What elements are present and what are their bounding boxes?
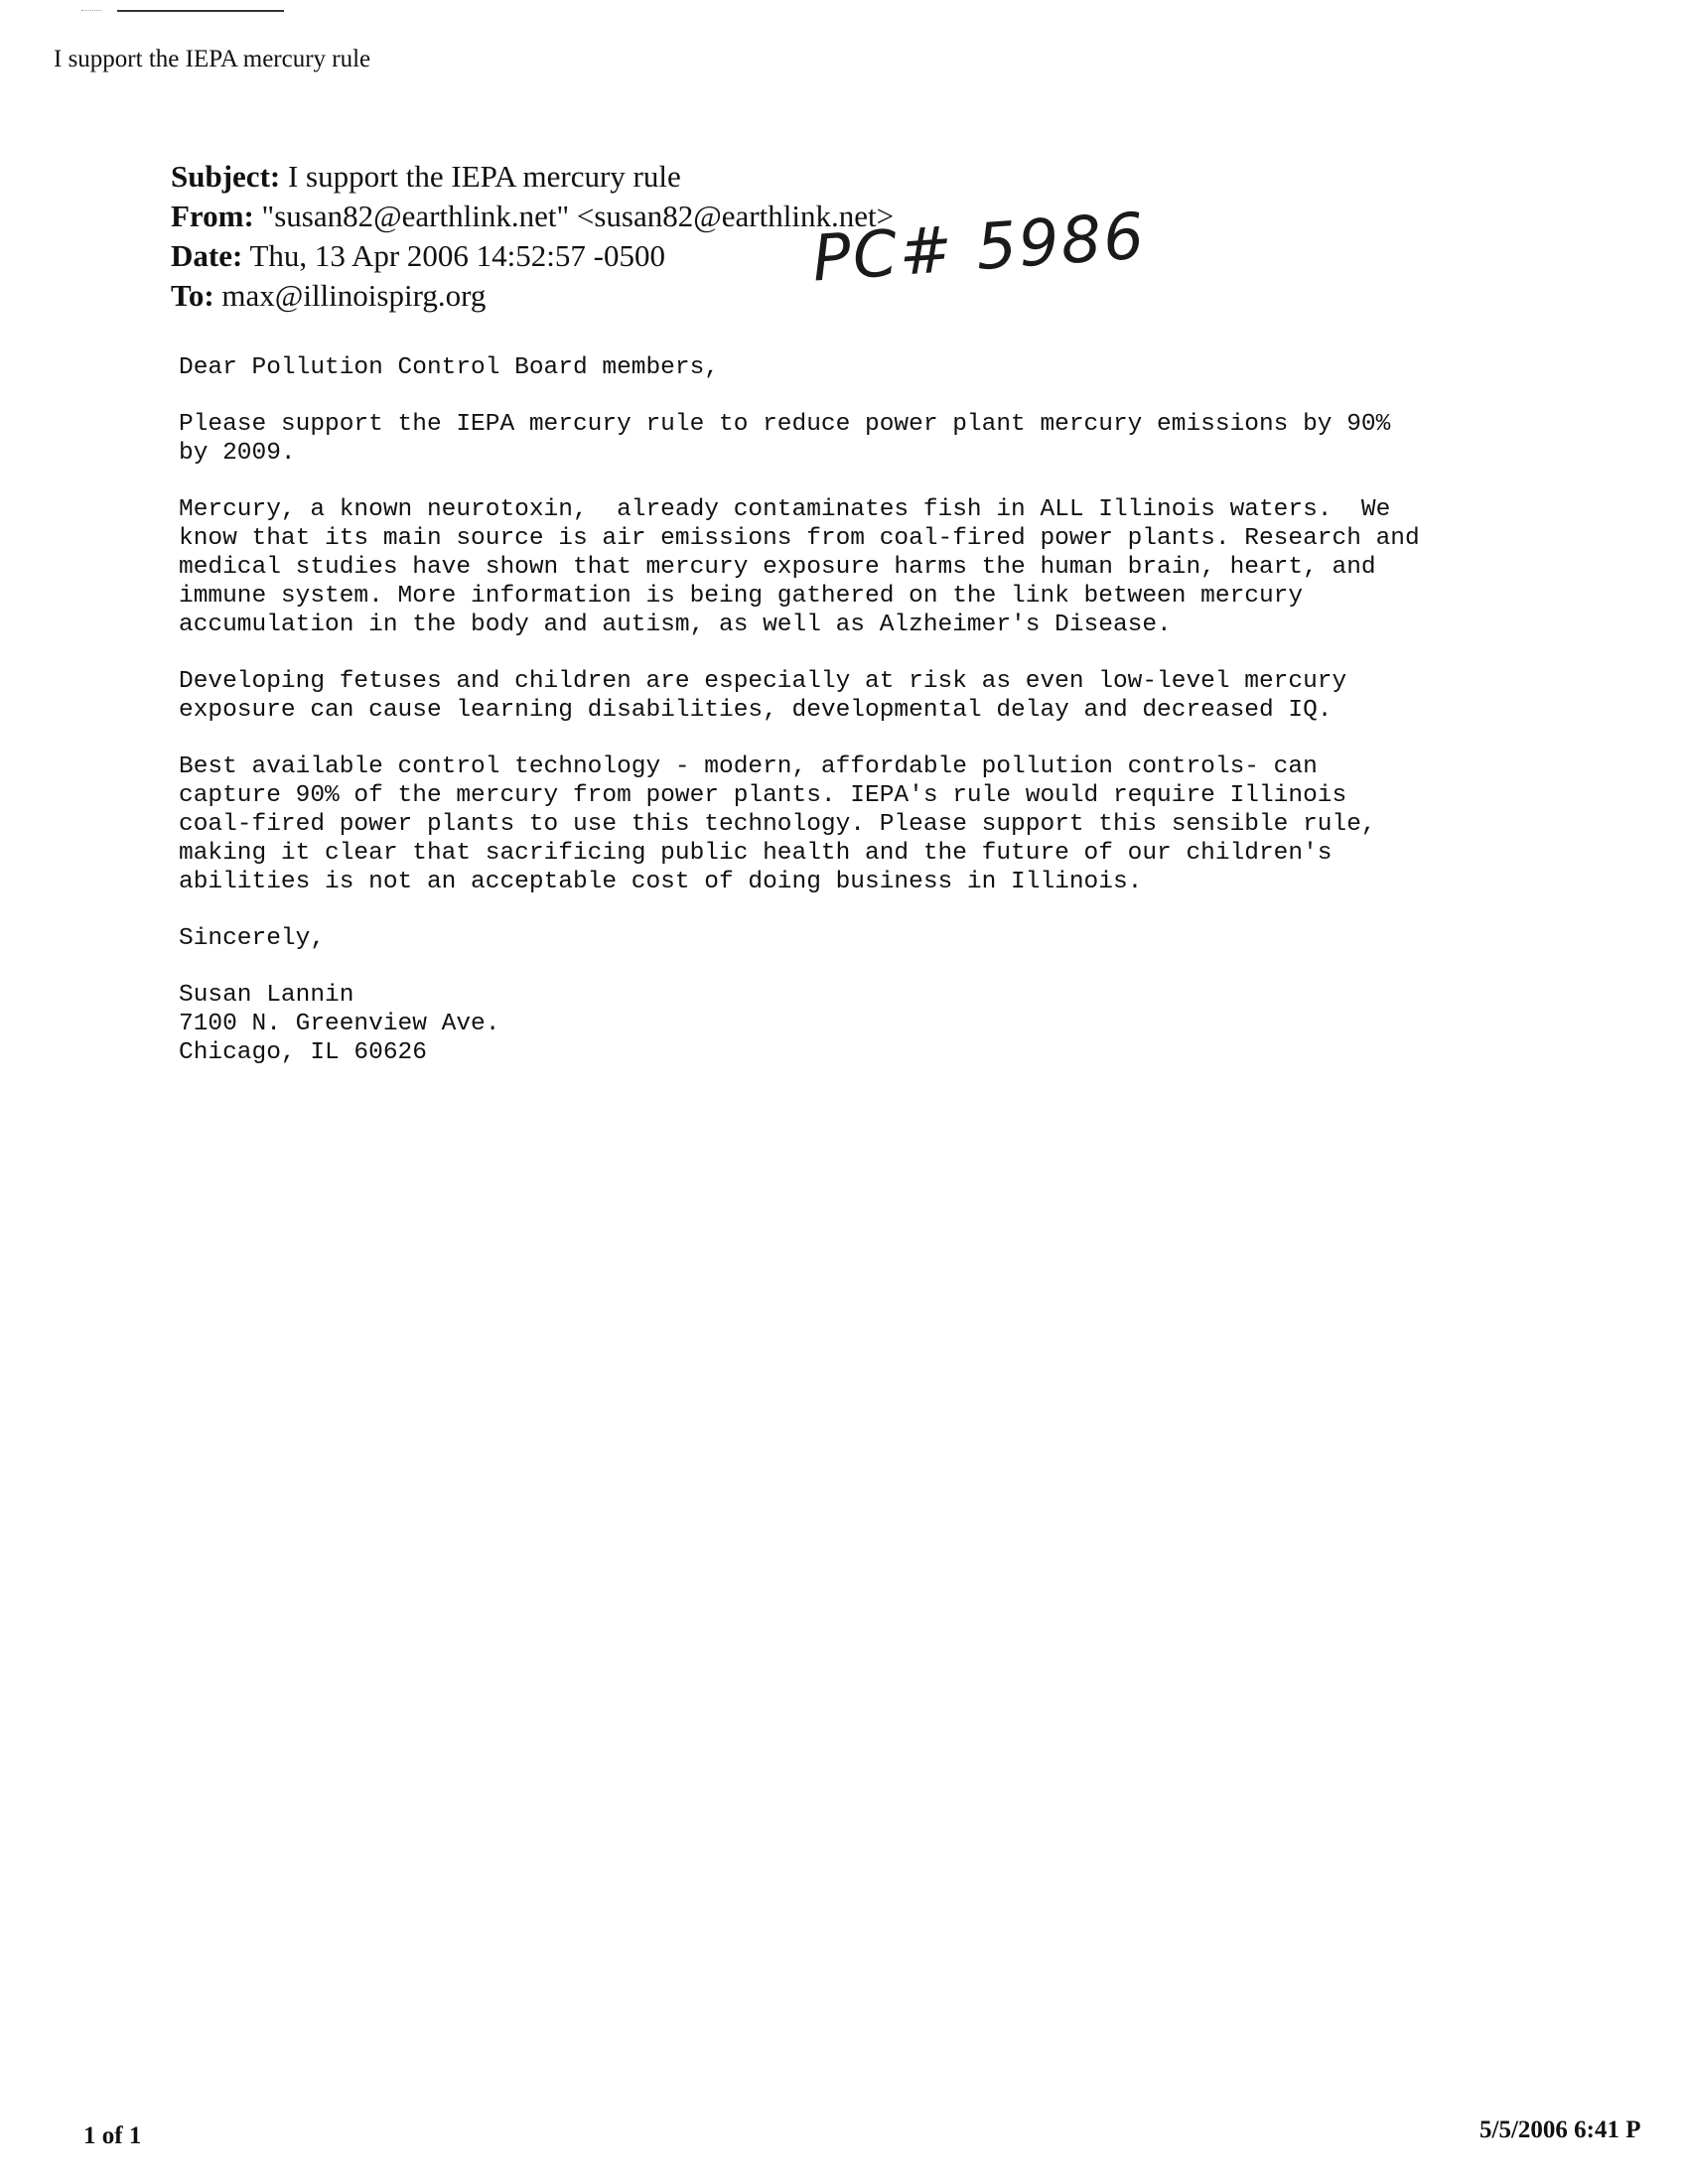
print-timestamp: 5/5/2006 6:41 P [1479,2116,1641,2143]
handwritten-annotation: PC# 5986 [809,200,1149,297]
email-headers [171,157,894,316]
to-value: max@illinoispirg.org [221,278,487,313]
signature-city: Chicago, IL 60626 [179,1039,427,1066]
paragraph-2: Mercury, a known neurotoxin, already contaminates fish in ALL Illinois waters. We know that its main source is air emissions from coal-fired power plants. Research and medical studies have shown that mercury exposure harms the human brain, heart, and immune system. More information is being gathered on the link between mercury accumulation in the body and autism, as well as Alzheimer's Disease. [179,496,1420,638]
top-rule [117,10,284,12]
to-label: To: [171,278,214,313]
to-row [171,276,894,316]
subject-value: I support the IEPA mercury rule [287,159,681,194]
top-dotted-line [81,10,101,11]
date-value: Thu, 13 Apr 2006 14:52:57 -0500 [249,238,665,273]
greeting: Dear Pollution Control Board members, [179,354,719,381]
date-label: Date: [171,238,243,273]
email-body [179,353,1569,1067]
subject-label: Subject: [171,159,281,194]
from-row [171,197,894,236]
signature-name: Susan Lannin [179,982,354,1009]
page-count: 1 of 1 [83,2122,142,2149]
paragraph-1: Please support the IEPA mercury rule to reduce power plant mercury emissions by 90% by 2009. [179,411,1391,467]
date-row [171,236,894,276]
paragraph-3: Developing fetuses and children are especially at risk as even low-level mercury exposure can cause learning disabilities, developmental delay and decreased IQ. [179,668,1347,724]
closing: Sincerely, [179,925,326,952]
signature-street: 7100 N. Greenview Ave. [179,1011,500,1037]
from-value: "susan82@earthlink.net" <susan82@earthlink.net> [261,199,895,233]
paragraph-4: Best available control technology - modern, affordable pollution controls- can capture 90% of the mercury from power plants. IEPA's rule would require Illinois coal-fired power plants to use this technology. Please support this sensible rule, making it clear that sacrificing public health and the future of our children's abilities is not an acceptable cost of doing business in Illinois. [179,753,1376,895]
from-label: From: [171,199,254,233]
print-header-title: I support the IEPA mercury rule [54,46,371,72]
subject-row [171,157,894,197]
